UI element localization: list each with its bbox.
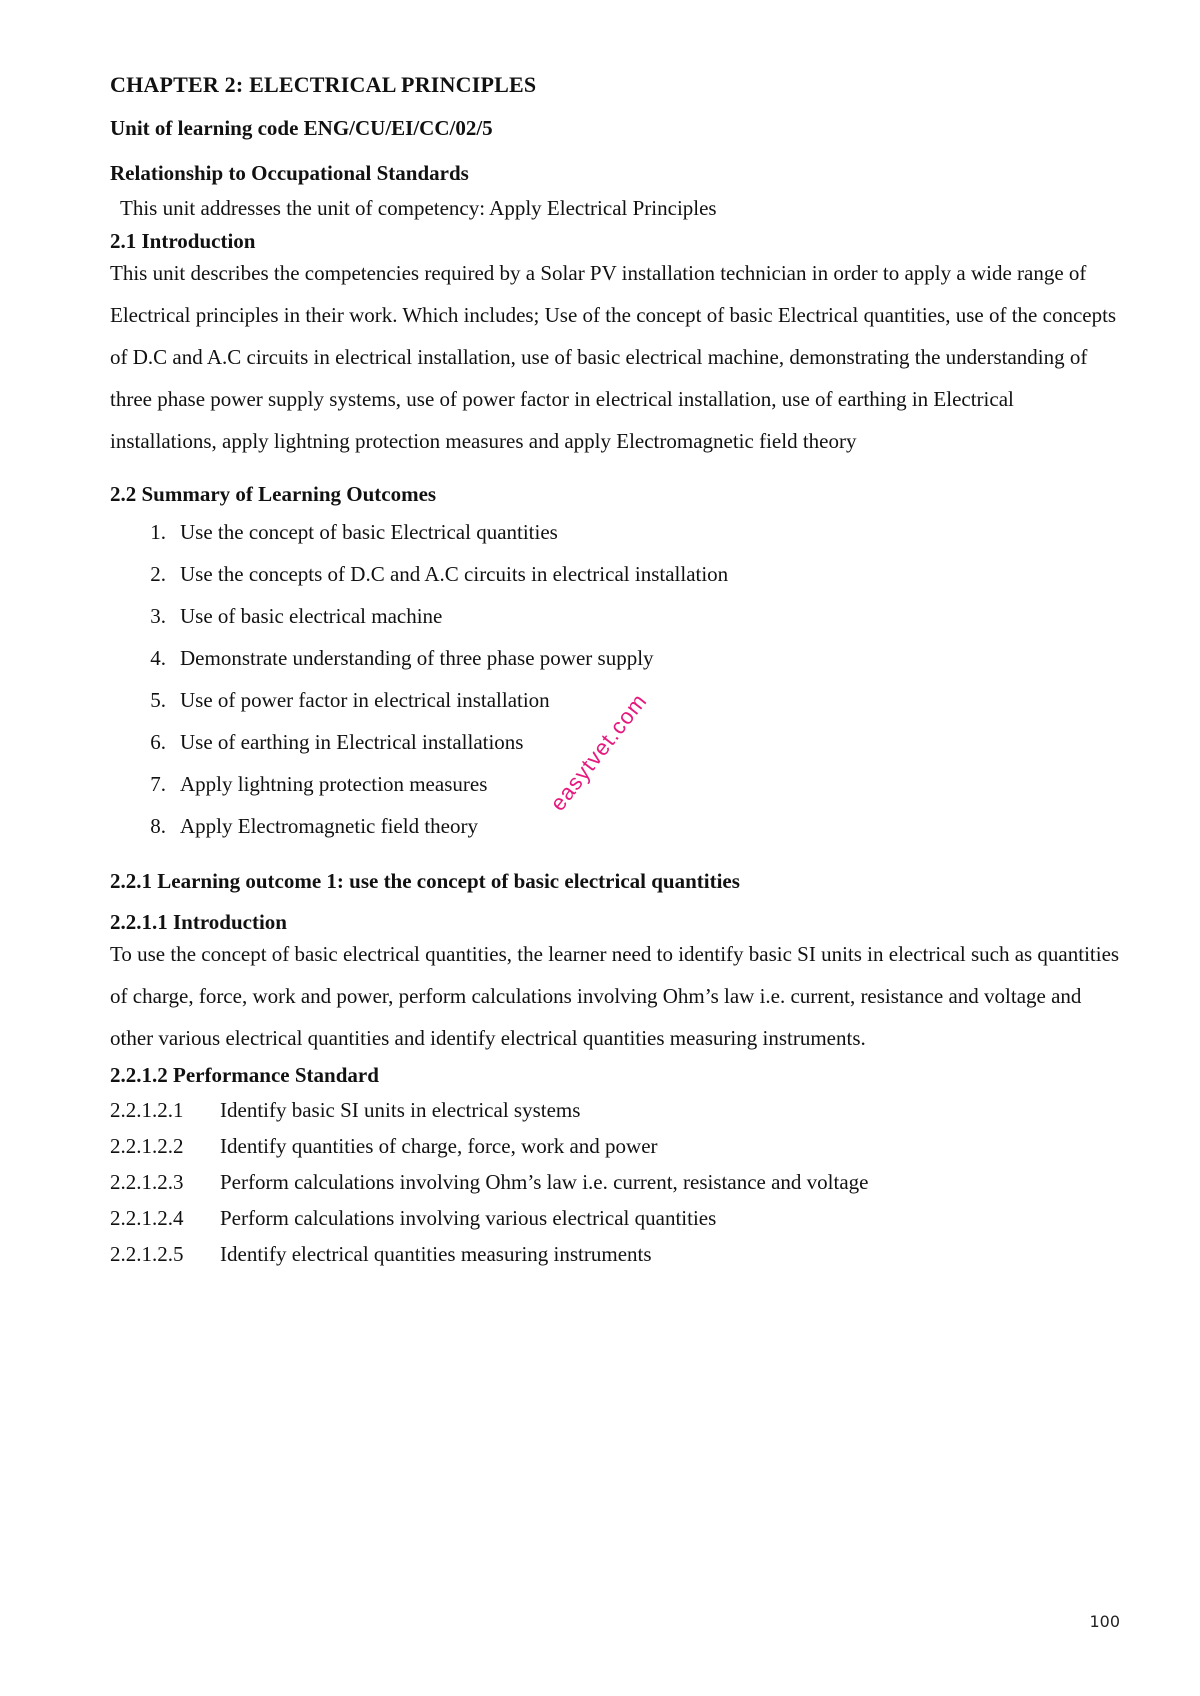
page-number: 100 xyxy=(1089,1612,1120,1631)
relationship-heading: Relationship to Occupational Standards xyxy=(110,161,469,185)
list-item: 1. Use the concept of basic Electrical quantities xyxy=(150,520,558,544)
chapter-title: CHAPTER 2: ELECTRICAL PRINCIPLES xyxy=(110,72,537,97)
unit-code: Unit of learning code ENG/CU/EI/CC/02/5 xyxy=(110,116,493,140)
document-page xyxy=(110,72,1120,1272)
outcome1-intro-heading: 2.2.1.1 Introduction xyxy=(110,910,287,934)
list-item: 2.2.1.2.5 Identify electrical quantities measuring instruments xyxy=(110,1242,652,1266)
relationship-text: This unit addresses the unit of competency: Apply Electrical Principles xyxy=(120,196,717,220)
watermark: easytvet.com xyxy=(545,688,652,816)
list-item: 4. Demonstrate understanding of three phase power supply xyxy=(150,646,654,670)
list-item: 3. Use of basic electrical machine xyxy=(150,604,443,628)
list-item: 2.2.1.2.1 Identify basic SI units in electrical systems xyxy=(110,1098,581,1122)
list-item: 5. Use of power factor in electrical installation xyxy=(150,688,550,712)
performance-standard-heading: 2.2.1.2 Performance Standard xyxy=(110,1063,379,1087)
intro-heading: 2.1 Introduction xyxy=(110,229,256,253)
intro-paragraph: This unit describes the competencies required by a Solar PV installation technician in order to apply a wide range of Electrical principles in their work. Which includes; Use of the concept of basic Electrical quantities, use of the concepts of D.C and A.C circuits in electrical installation, use of basic electrical machine, demonstrating the understanding of three phase power supply systems, use of power factor in electrical installation, use of earthing in Electrical installations, apply lightning protection measures and apply Electromagnetic field theory xyxy=(110,261,1117,453)
learning-outcomes-list xyxy=(110,511,1120,847)
list-item: 2. Use the concepts of D.C and A.C circuits in electrical installation xyxy=(150,562,729,586)
list-item: 7. Apply lightning protection measures xyxy=(150,772,488,796)
summary-heading: 2.2 Summary of Learning Outcomes xyxy=(110,482,437,506)
outcome1-intro-paragraph: To use the concept of basic electrical quantities, the learner need to identify basic SI units in electrical such as quantities of charge, force, work and power, perform calculations involving Ohm’s law i.e. current, resistance and voltage and other various electrical quantities and identify electrical quantities measuring instruments. xyxy=(110,942,1120,1050)
outcome1-heading: 2.2.1 Learning outcome 1: use the concept of basic electrical quantities xyxy=(110,869,740,893)
performance-standard-list xyxy=(110,1092,1120,1272)
list-item: 2.2.1.2.2 Identify quantities of charge, force, work and power xyxy=(110,1134,658,1158)
list-item: 8. Apply Electromagnetic field theory xyxy=(150,814,478,838)
list-item: 6. Use of earthing in Electrical installations xyxy=(150,730,524,754)
list-item: 2.2.1.2.3 Perform calculations involving Ohm’s law i.e. current, resistance and voltage xyxy=(110,1170,869,1194)
list-item: 2.2.1.2.4 Perform calculations involving various electrical quantities xyxy=(110,1206,717,1230)
